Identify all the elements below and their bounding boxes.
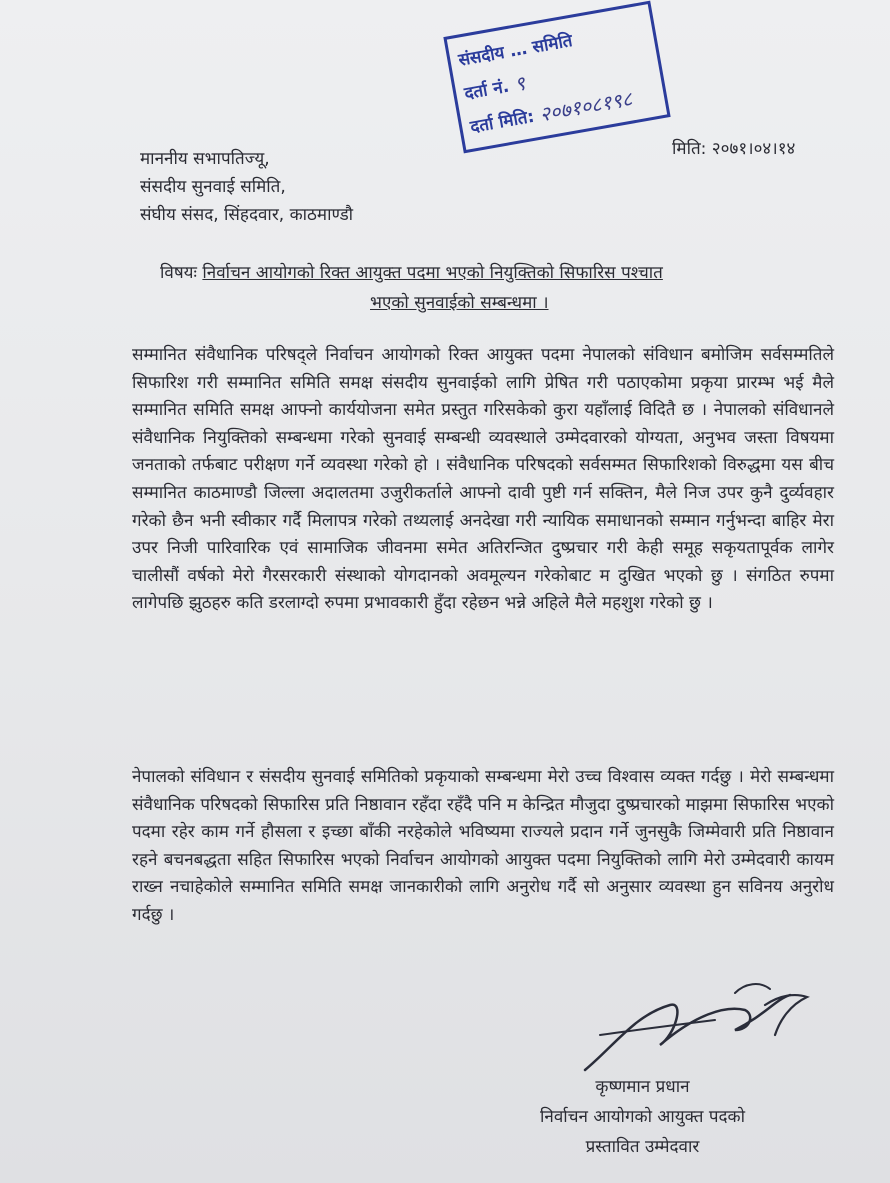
signatory-title: निर्वाचन आयोगको आयुक्त पदको (540, 1107, 745, 1127)
handwritten-signature (575, 975, 815, 1085)
body-paragraph-2: नेपालको संविधान र संसदीय सुनवाई समितिको प्रकृयाको सम्बन्धमा मेरो उच्च विश्वास व्यक्त गर्दछु । मेरो सम्बन्धमा संवैधानिक परिषदको सिफारिस प्रति निष्ठावान रहँदा रहँदै पनि म केन्द्रित मौजुदा दुष्प्रचारको माझमा सिफारिस भएको पदमा रहेर काम गर्ने हौसला र इच्छा बाँकी नरहेकोले भविष्यमा राज्यले प्रदान गर्ने जुनसुकै जिम्मेवारी प्रति निष्ठावान रहने बचनबद्धता सहित सिफारिस भएको निर्वाचन आयोगको आयुक्त पदमा नियुक्तिको लागि मेरो उम्मेदवारी कायम राख्न नचाहेकोले सम्मानित समिति समक्ष जानकारीको लागि अनुरोध गर्दै सो अनुसार व्यवस्था हुन सविनय अनुरोध गर्दछु । (132, 767, 834, 925)
signatory-name: कृष्णमान प्रधान (595, 1077, 690, 1097)
subject-label: विषयः (160, 263, 197, 283)
subject-block (160, 258, 820, 318)
subject-line-2: भएको सुनवाईको सम्बन्धमा । (370, 293, 549, 313)
registration-stamp (443, 1, 670, 154)
subject-line-1: निर्वाचन आयोगको रिक्त आयुक्त पदमा भएको नियुक्तिको सिफारिस पश्चात (202, 263, 663, 283)
stamp-date-label: दर्ता मिति: (468, 106, 536, 138)
stamp-title: संसदीय … समिति (456, 30, 574, 71)
stamp-date-value: २०७१०८१९८ (537, 85, 634, 126)
letter-date: मिति: २०७१।०४।१४ (672, 139, 796, 159)
stamp-number-label: दर्ता नं. (462, 76, 511, 104)
signature-block (540, 1072, 745, 1162)
stamp-number-value: ९ (512, 70, 527, 96)
addressee-line: संघीय संसद, सिंहदवार, काठमाण्डौ (140, 205, 354, 225)
addressee-line: संसदीय सुनवाई समिति, (140, 177, 286, 197)
body-paragraph-1: सम्मानित संवैधानिक परिषद्ले निर्वाचन आयोगको रिक्त आयुक्त पदमा नेपालको संविधान बमोजिम सर्वसम्मतिले सिफारिश गरी सम्मानित समिति समक्ष संसदीय सुनवाईको लागि प्रेषित गरी पठाएकोमा प्रकृया प्रारम्भ भई मैले सम्मानित समिति समक्ष आफ्नो कार्ययोजना समेत प्रस्तुत गरिसकेको कुरा यहाँलाई विदितै छ । नेपालको संविधानले संवैधानिक नियुक्तिको सम्बन्धमा गरेको सुनवाई सम्बन्धी व्यवस्थाले उम्मेदवारको योग्यता, अनुभव जस्ता विषयमा जनताको तर्फबाट परीक्षण गर्ने व्यवस्था गरेको हो । संवैधानिक परिषदको सर्वसम्मत सिफारिशको विरुद्धमा यस बीच सम्मानित काठमाण्डौ जिल्ला अदालतमा उजुरीकर्ताले आफ्नो दावी पुष्टी गर्न सक्तिन, मैले निज उपर कुनै दुर्व्यवहार गरेको छैन भनी स्वीकार गर्दै मिलापत्र गरेको तथ्यलाई अनदेखा गरी न्यायिक समाधानको सम्मान गर्नुभन्दा बाहिर मेरा उपर निजी पारिवारिक एवं सामाजिक जीवनमा समेत अतिरन्जित दुष्प्रचार गरी केही समूह सकृयतापूर्वक लागेर चालीसौं वर्षको मेरो गैरसरकारी संस्थाको योगदानको अवमूल्यन गरेकोबाट म दुखित भएको छु । संगठित रुपमा लागेपछि झुठहरु कति डरलाग्दो रुपमा प्रभावकारी हुँदा रहेछन भन्ने अहिले मैले महशुश गरेको छु । (132, 345, 834, 614)
addressee-block (140, 145, 353, 229)
signatory-role: प्रस्तावित उम्मेदवार (585, 1137, 700, 1157)
addressee-line: माननीय सभापतिज्यू, (140, 149, 270, 169)
